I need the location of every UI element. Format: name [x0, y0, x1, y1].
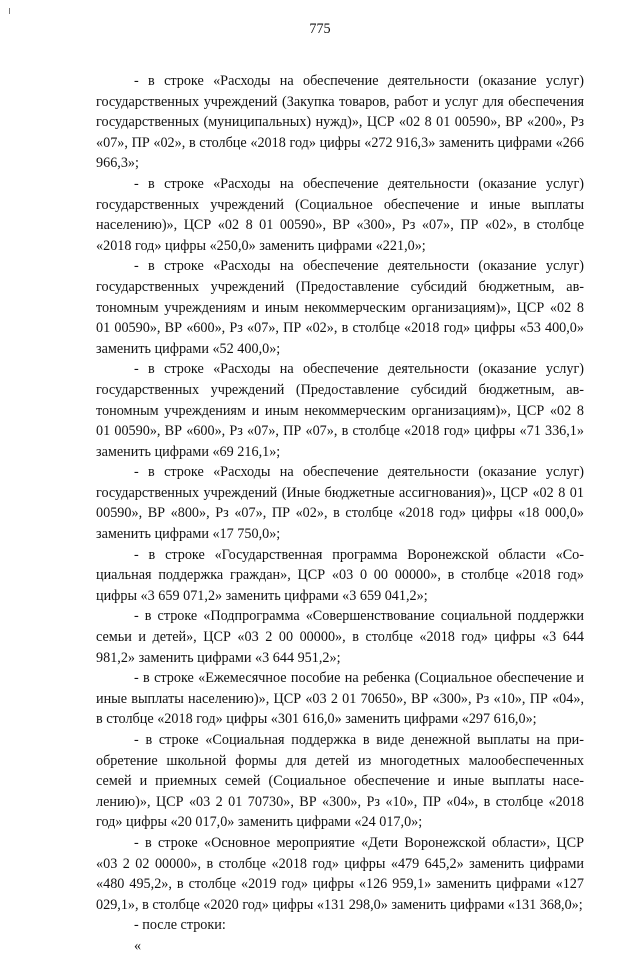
paragraph: - в строке «Ежемесячное пособие на ребенка (Социальное обеспечение и иные выплаты населению)», ЦСР «03 2 01 70650», ВР «300», Рз «10», ПР «04», в столбце «2018 год» цифры «301 616,0» заменить цифрами «297 616,0»;	[96, 670, 584, 728]
opening-quote: «	[134, 937, 142, 954]
paragraph: - в строке «Государственная программа Воронежской области «Социальная поддержка граждан», ЦСР «03 0 00 00000», в столбце «2018 год» цифры «3 659 071,2» заменить цифрами «3 659 041,2»;	[96, 546, 584, 604]
paragraph: - в строке «Расходы на обеспечение деятельности (оказание услуг) государственных учреждений (Закупка товаров, работ и услуг для обеспечения государственных (муниципальных) нужд)», ЦСР «02 8 01 00590», ВР «200», Рз «07», ПР «02», в столбце «2018 год» цифры «272 916,3» заменить цифрами «266 966,3»;	[96, 73, 584, 172]
paragraph: - в строке «Расходы на обеспечение деятельности (оказание услуг) государственных учреждений (Предоставление субсидий бюджетным, автономным учреждениям и иным некоммерческим организациям)», ЦСР «02 8 01 00590», ВР «600», Рз «07», ПР «07», в столбце «2018 год» цифры «71 336,1» заменить цифрами «69 216,1»;	[96, 361, 584, 460]
body-text	[96, 71, 584, 957]
paragraph: - в строке «Расходы на обеспечение деятельности (оказание услуг) государственных учреждений (Предоставление субсидий бюджетным, автономным учреждениям и иным некоммерческим организациям)», ЦСР «02 8 01 00590», ВР «600», Рз «07», ПР «02», в столбце «2018 год» цифры «53 400,0» заменить цифрами «52 400,0»;	[96, 258, 584, 357]
paragraph: - в строке «Расходы на обеспечение деятельности (оказание услуг) государственных учреждений (Иные бюджетные ассигнования)», ЦСР «02 8 01 00590», ВР «800», Рз «07», ПР «02», в столбце «2018 год» цифры «18 000,0» заменить цифрами «17 750,0»;	[96, 464, 584, 543]
page-number: 775	[309, 21, 331, 37]
paragraph: - в строке «Расходы на обеспечение деятельности (оказание услуг) государственных учреждений (Социальное обеспечение и иные выплаты населению)», ЦСР «02 8 01 00590», ВР «300», Рз «07», ПР «02», в столбце «2018 год» цифры «250,0» заменить цифрами «221,0»;	[96, 175, 584, 254]
paragraph: - в строке «Подпрограмма «Совершенствование социальной поддержки семьи и детей», ЦСР «03 2 00 00000», в столбце «2018 год» цифры «3 644 981,2» заменить цифрами «3 644 951,2»;	[96, 608, 584, 666]
paragraph: - в строке «Основное мероприятие «Дети Воронежской области», ЦСР «03 2 02 00000», в столбце «2018 год» цифры «479 645,2» заменить цифрами «480 495,2», в столбце «2019 год» цифры «126 959,1» заменить цифрами «127 029,1», в столбце «2020 год» цифры «131 298,0» заменить цифрами «131 368,0»;	[96, 834, 584, 913]
scan-edge-mark	[9, 8, 10, 14]
paragraph: - после строки:	[134, 917, 226, 934]
paragraph: - в строке «Социальная поддержка в виде денежной выплаты на приобретение школьной формы для детей из многодетных малообеспеченных семей и приемных семей (Социальное обеспечение и иные выплаты населению)», ЦСР «03 2 01 70730», ВР «300», Рз «10», ПР «04», в столбце «2018 год» цифры «20 017,0» заменить цифрами «24 017,0»;	[96, 732, 584, 831]
